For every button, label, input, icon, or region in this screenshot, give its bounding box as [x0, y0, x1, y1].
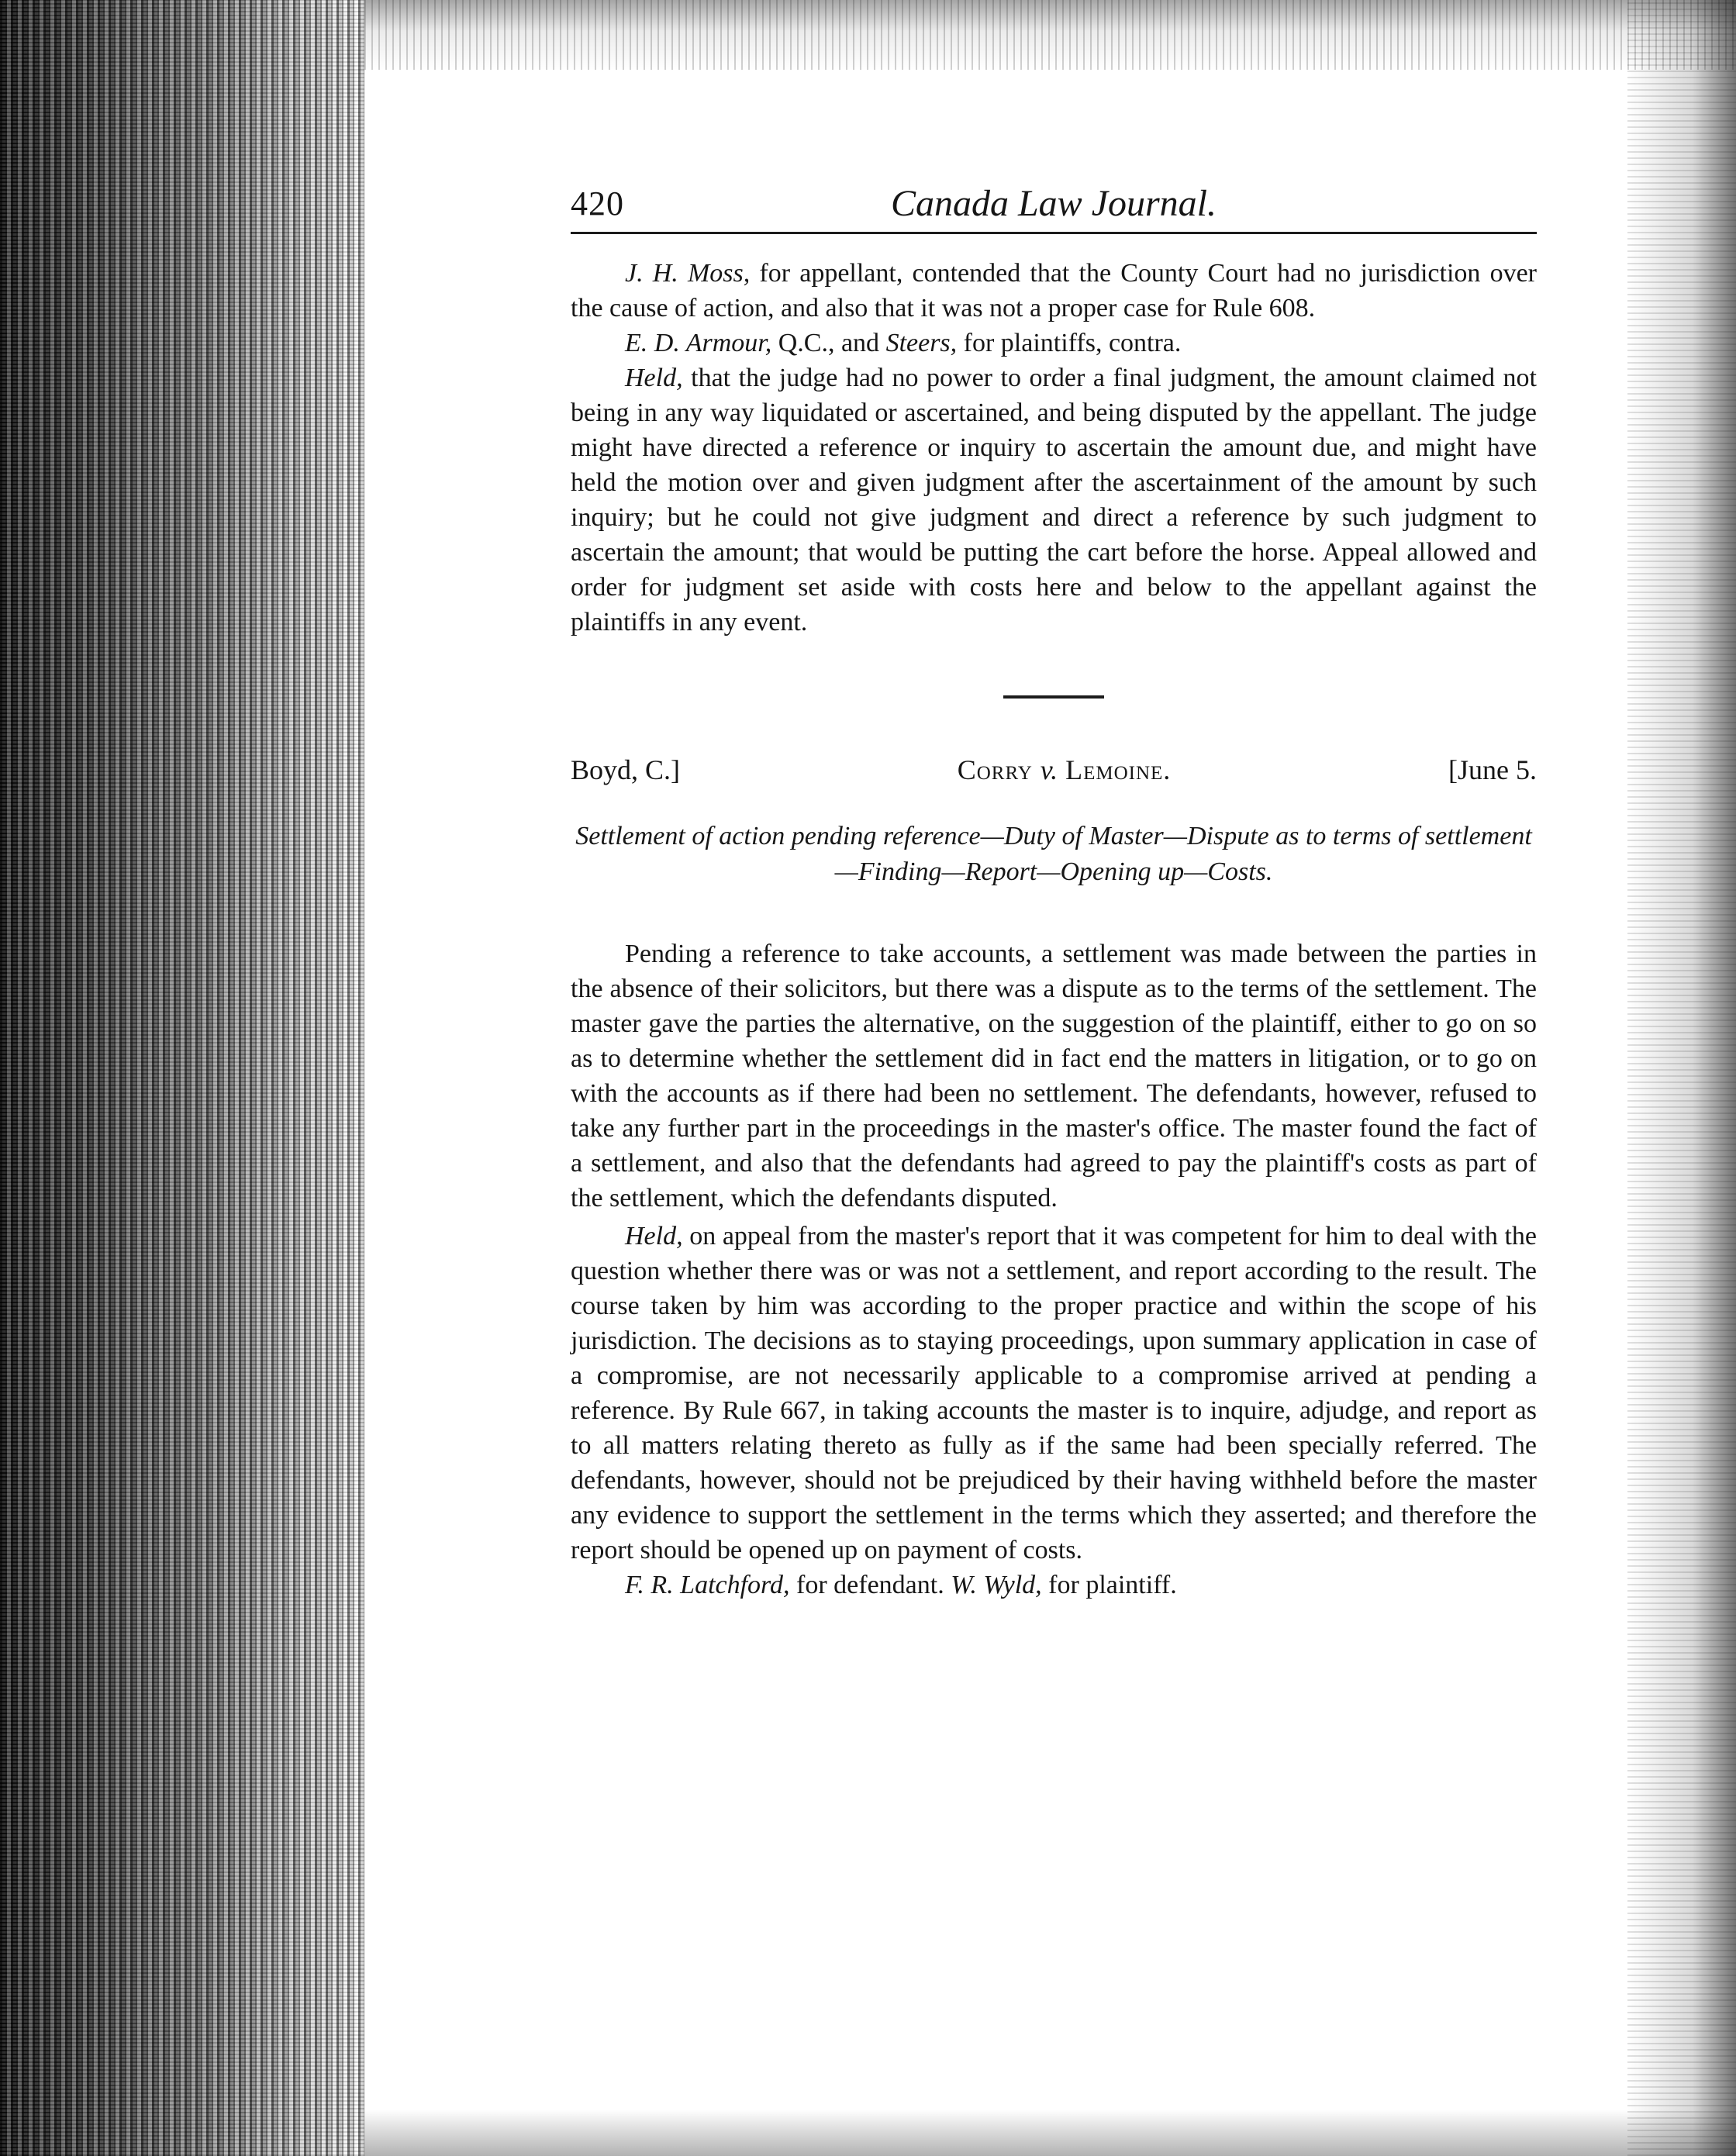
page-header	[571, 183, 1537, 234]
scan-bottom-edge	[364, 2109, 1736, 2156]
counsel-name: W. Wyld,	[951, 1571, 1042, 1599]
counsel-plaintiffs-paragraph: E. D. Armour, Q.C., and Steers, for plaintiffs, contra.	[625, 329, 1182, 357]
holding-paragraph: Held, that the judge had no power to order a final judgment, the amount claimed not being in any way liquidated or ascertained, and being disputed by the appellant. The judge might have directed a reference or inquiry to ascertain the amount due, and might have held the motion over and given judgment after the ascertainment of the amount by such inquiry; but he could not give judgment and direct a reference by such judgment to ascertain the amount; that would be putting the cart before the horse. Appeal allowed and order for judgment set aside with costs here and below to the appellant against the plaintiffs in any event.	[571, 364, 1537, 636]
case-caption	[571, 753, 1537, 788]
facts-paragraph: Pending a reference to take accounts, a settlement was made between the parties in the absence of their solicitors, but there was a dispute as to the terms of the settlement. The master gave the parties the alternative, on the suggestion of the plaintiff, either to go on so as to determine whether the settlement did in fact end the matters in litigation, or to go on with the accounts as if there had been no settlement. The defendants, however, refused to take any further part in the proceedings in the master's office. The master found the fact of a settlement, and also that the defendants had agreed to pay the plaintiff's costs as part of the settlement, which the defendants disputed.	[571, 940, 1537, 1213]
held-label: Held,	[625, 1222, 683, 1250]
counsel-name: E. D. Armour,	[625, 329, 772, 357]
counsel-appellant-paragraph: J. H. Moss, for appellant, contended that the County Court had no jurisdiction over the cause of action, and also that it was not a proper case for Rule 608.	[571, 259, 1537, 323]
holding-paragraph: Held, on appeal from the master's report that it was competent for him to deal with the question whether there was or was not a settlement, and report according to the result. The course taken by him was according to the proper practice and within the scope of his jurisdiction. The decisions as to staying proceedings, upon summary application in case of a compromise, are not necessarily applicable to a compromise arrived at pending a reference. By Rule 667, in taking accounts the master is to inquire, adjudge, and report as to all matters relating thereto as fully as if the same had been specially referred. The defendants, however, should not be prejudiced by their having withheld before the master any evidence to support the settlement in the terms which they asserted; and therefore the report should be opened up on payment of costs.	[571, 1222, 1537, 1564]
journal-page	[571, 183, 1537, 1602]
scan-binding-shadow	[0, 0, 364, 2156]
scan-right-edge	[1627, 0, 1736, 2156]
case-date: [June 5.	[1448, 754, 1537, 785]
counsel-name: J. H. Moss,	[625, 259, 751, 288]
running-title: Canada Law Journal.	[890, 183, 1217, 224]
counsel-name: F. R. Latchford,	[625, 1571, 790, 1599]
case-headnote: Settlement of action pending reference—Duty of Master—Dispute as to terms of settlement—Finding—Report—Opening up—Costs.	[575, 822, 1532, 886]
section-divider	[1003, 695, 1104, 699]
page-number: 420	[571, 185, 624, 222]
scan-top-noise	[364, 0, 1736, 70]
judge-name: Boyd, C.]	[571, 754, 681, 785]
counsel-name: Steers,	[885, 329, 958, 357]
held-label: Held,	[625, 364, 683, 392]
counsel-paragraph: F. R. Latchford, for defendant. W. Wyld, for plaintiff.	[625, 1571, 1177, 1599]
previous-case-tail	[571, 256, 1537, 640]
case-title: Corry v. Lemoine.	[957, 754, 1172, 785]
